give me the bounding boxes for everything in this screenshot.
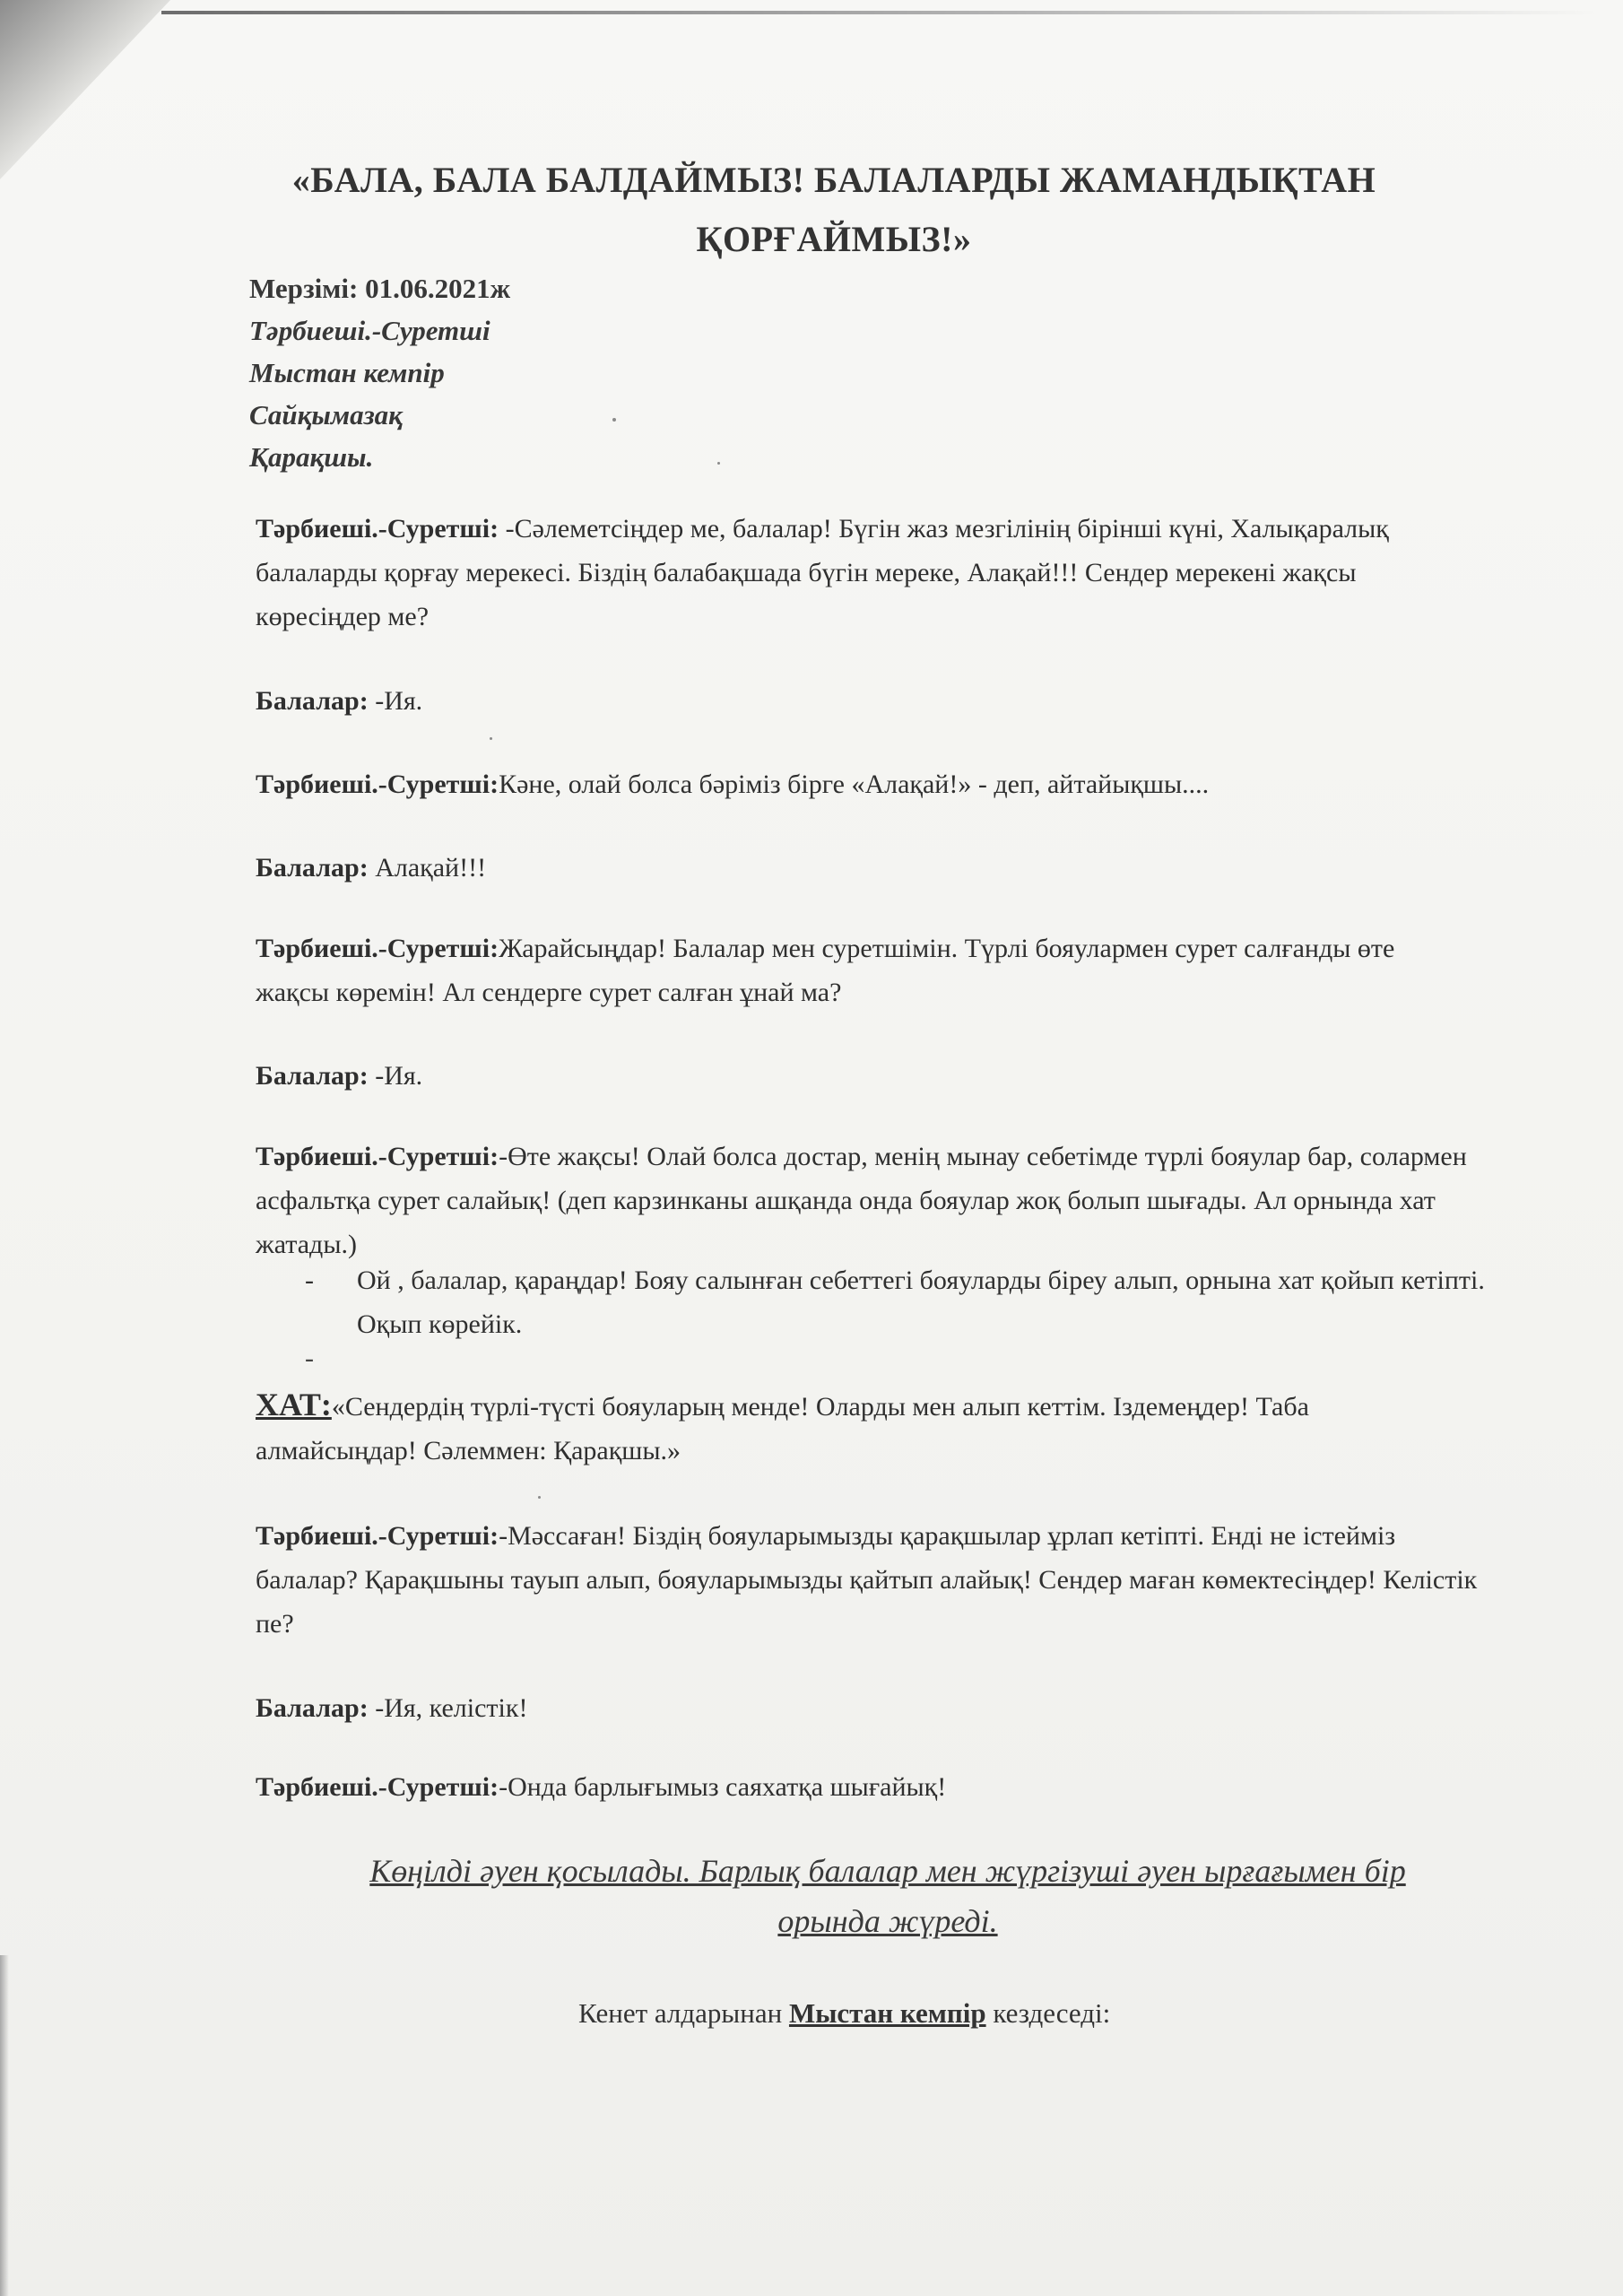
dialogue-line bbox=[256, 846, 1493, 890]
document-title bbox=[251, 151, 1417, 269]
bullet-list-item bbox=[305, 1258, 1497, 1346]
speaker-label: Балалар: bbox=[256, 1693, 369, 1723]
role-teacher: Тәрбиеші.-Суретші bbox=[249, 315, 490, 346]
dialogue-line bbox=[256, 1514, 1502, 1646]
speaker-label: Балалар: bbox=[256, 686, 369, 716]
speech-text: -Сәлеметсіңдер ме, балалар! Бүгін жаз мезгілінің бірінші күні, Халықаралық балаларды қорғау мерекесі. Біздің балабақшада бүгін мереке, Алақай!!! Сендер мерекені жақсы көресіңдер ме? bbox=[256, 514, 1389, 631]
dialogue-line bbox=[256, 679, 1493, 723]
speech-text: -Өте жақсы! Олай болса достар, менің мынау себетімде түрлі бояулар бар, солармен асфальтқа сурет салайық! (деп карзинканы ашқанда онда бояулар жоқ болып шығады. Ал орнында хат жатады.) bbox=[256, 1142, 1467, 1259]
scan-speck bbox=[717, 462, 720, 465]
empty-bullet-dash: - bbox=[305, 1344, 314, 1373]
closing-line bbox=[578, 1993, 1110, 2034]
meta-block bbox=[249, 267, 510, 478]
title-line-1: «БАЛА, БАЛА БАЛДАЙМЫЗ! БАЛАЛАРДЫ ЖАМАНДЫҚТАН bbox=[291, 160, 1376, 200]
closing-text-after: кездеседі: bbox=[985, 1997, 1111, 2029]
speech-text: -Мәссаған! Біздің бояуларымызды қарақшылар ұрлап кетіпті. Енді не істейміз балалар? Қарақшыны тауып алып, бояуларымызды қайтып алайық! Сендер маған көмектесіңдер! Келістік пе? bbox=[256, 1521, 1478, 1639]
character-name: Мыстан кемпір bbox=[788, 1997, 986, 2029]
scan-speck bbox=[538, 1496, 541, 1499]
speaker-label: Тәрбиеші.-Суретші: bbox=[256, 1772, 499, 1802]
stage-direction-line-2: орында жүреді. bbox=[777, 1903, 998, 1939]
dialogue-line bbox=[256, 1686, 1493, 1730]
speech-text: -Ия, келістік! bbox=[368, 1693, 528, 1723]
speech-text: Кәне, олай болса бәріміз бірге «Алақай!» - деп, айтайықшы.... bbox=[499, 770, 1210, 799]
dialogue-line bbox=[256, 1054, 1493, 1098]
role-clown: Сайқымазақ bbox=[249, 399, 403, 430]
letter-text: «Сендердің түрлі-түсті бояуларың менде! Оларды мен алып кеттім. Іздемеңдер! Таба алмайсыңдар! Сәлеммен: Қарақшы.» bbox=[256, 1392, 1309, 1465]
speech-text: -Онда барлығымыз саяхатқа шығайық! bbox=[499, 1772, 947, 1802]
scan-top-edge bbox=[161, 11, 1596, 14]
date-line: Мерзімі: 01.06.2021ж bbox=[249, 273, 511, 304]
letter-label: ХАТ: bbox=[256, 1387, 332, 1422]
role-witch: Мыстан кемпір bbox=[249, 357, 445, 388]
scan-speck bbox=[612, 418, 616, 422]
folded-corner-shadow bbox=[0, 0, 170, 179]
speech-text: Алақай!!! bbox=[368, 853, 487, 883]
speaker-label: Тәрбиеші.-Суретші: bbox=[256, 1142, 499, 1171]
dialogue-line bbox=[256, 1135, 1502, 1266]
speaker-label: Балалар: bbox=[256, 1061, 369, 1091]
speech-text: -Ия. bbox=[368, 1061, 423, 1091]
title-line-2: ҚОРҒАЙМЫЗ!» bbox=[696, 219, 972, 259]
speaker-label: Тәрбиеші.-Суретші: bbox=[256, 934, 499, 963]
speaker-label: Тәрбиеші.-Суретші: bbox=[256, 770, 499, 799]
speaker-label: Тәрбиеші.-Суретші: bbox=[256, 514, 499, 544]
dialogue-line bbox=[256, 762, 1493, 806]
closing-text-before: Кенет алдарынан bbox=[578, 1997, 789, 2029]
letter-block bbox=[256, 1383, 1475, 1473]
speaker-label: Балалар: bbox=[256, 853, 369, 883]
scan-speck bbox=[490, 737, 492, 740]
speech-text: -Ия. bbox=[368, 686, 423, 716]
scan-left-edge bbox=[0, 1955, 9, 2296]
dialogue-line bbox=[256, 926, 1448, 1014]
stage-direction-line-1: Көңілді әуен қосылады. Барлық балалар мен жүргізуші әуен ырғағымен бір bbox=[369, 1853, 1406, 1889]
bullet-dash: - bbox=[305, 1265, 314, 1295]
stage-direction bbox=[251, 1846, 1524, 1946]
dialogue-line bbox=[256, 1765, 1493, 1809]
role-robber: Қарақшы. bbox=[249, 441, 374, 473]
speaker-label: Тәрбиеші.-Суретші: bbox=[256, 1521, 499, 1551]
bullet-text: Ой , балалар, қараңдар! Бояу салынған себеттегі бояуларды біреу алып, орнына хат қойып кетіпті. Оқып көрейік. bbox=[357, 1265, 1485, 1339]
dialogue-line bbox=[256, 507, 1448, 639]
speech-text: Жарайсыңдар! Балалар мен суретшімін. Түрлі бояулармен сурет салғанды өте жақсы көремін! Ал сендерге сурет салған ұнай ма? bbox=[256, 934, 1395, 1007]
